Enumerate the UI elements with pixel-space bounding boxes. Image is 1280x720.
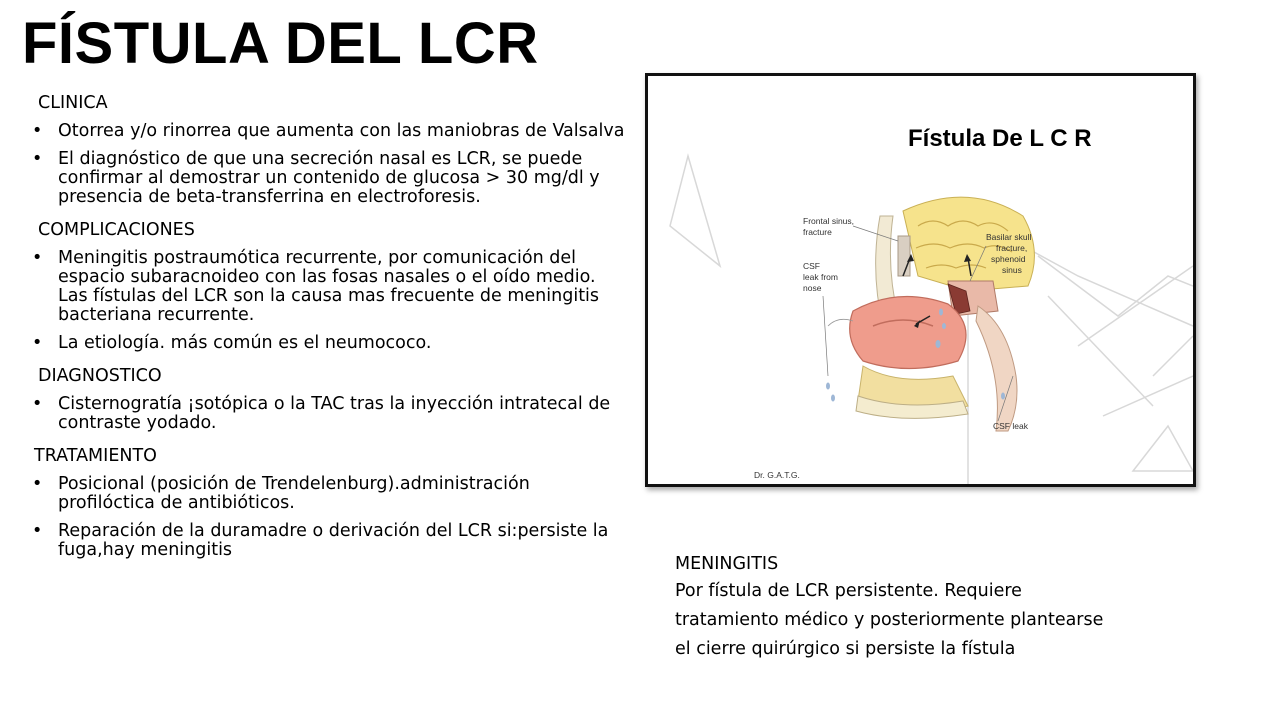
section-heading-clinica: CLINICA: [38, 93, 108, 113]
anatomy-figure: [645, 73, 1196, 487]
label-frontal-line1: Frontal sinus,: [803, 216, 855, 226]
label-basilar-line1: Basilar skull: [986, 232, 1032, 242]
complicaciones-list: [18, 249, 628, 353]
diagnostico-list: [18, 395, 628, 433]
label-csf-leak: CSF leak: [993, 421, 1028, 431]
list-item: • Meningitis postraumótica recurrente, por comunicación del espacio subaracnoideo con las fosas nasales o el oído medio. Las fístulas del LCR son la causa mas frecuente de meningitis bacteriana recurrente.: [18, 249, 628, 325]
figure-credit: Dr. G.A.T.G.: [754, 470, 800, 480]
section-heading-complicaciones: COMPLICACIONES: [38, 220, 195, 240]
list-item: • Cisternogratía ¡sotópica o la TAC tras la inyección intratecal de contraste yodado.: [18, 395, 628, 433]
list-item: • El diagnóstico de que una secreción nasal es LCR, se puede confirmar al demostrar un contenido de glucosa > 30 mg/dl y presencia de beta-transferrina en electroforesis.: [18, 150, 628, 207]
list-item: • Otorrea y/o rinorrea que aumenta con las maniobras de Valsalva: [18, 122, 628, 141]
label-csf-nose-line2: leak from: [803, 272, 838, 282]
label-csf-nose-line3: nose: [803, 283, 822, 293]
clinica-list: [18, 122, 628, 207]
page-title: FÍSTULA DEL LCR: [22, 11, 539, 76]
list-item: • La etiología. más común es el neumococo.: [18, 334, 628, 353]
section-heading-diagnostico: DIAGNOSTICO: [38, 366, 162, 386]
tratamiento-list: [18, 475, 628, 560]
main-content: [18, 90, 628, 570]
section-heading-tratamiento: TRATAMIENTO: [34, 446, 157, 466]
label-basilar-line2: fracture,: [996, 243, 1028, 253]
meningitis-heading: MENINGITIS: [675, 554, 779, 574]
label-basilar-line3: sphenoid: [991, 254, 1026, 264]
label-basilar-line4: sinus: [1002, 265, 1022, 275]
list-item: • Reparación de la duramadre o derivación del LCR si:persiste la fuga,hay meningitis: [18, 522, 628, 560]
figure-title: Fístula De L C R: [908, 125, 1092, 152]
meningitis-text: Por fístula de LCR persistente. Requiere tratamiento médico y posteriormente plantearse el cierre quirúrgico si persiste la fístula: [675, 581, 1104, 659]
list-item: • Posicional (posición de Trendelenburg).administración profilóctica de antibióticos.: [18, 475, 628, 513]
label-frontal-line2: fracture: [803, 227, 832, 237]
label-csf-nose-line1: CSF: [803, 261, 820, 271]
meningitis-note: [675, 551, 1115, 664]
figure-canvas: [648, 76, 1193, 484]
